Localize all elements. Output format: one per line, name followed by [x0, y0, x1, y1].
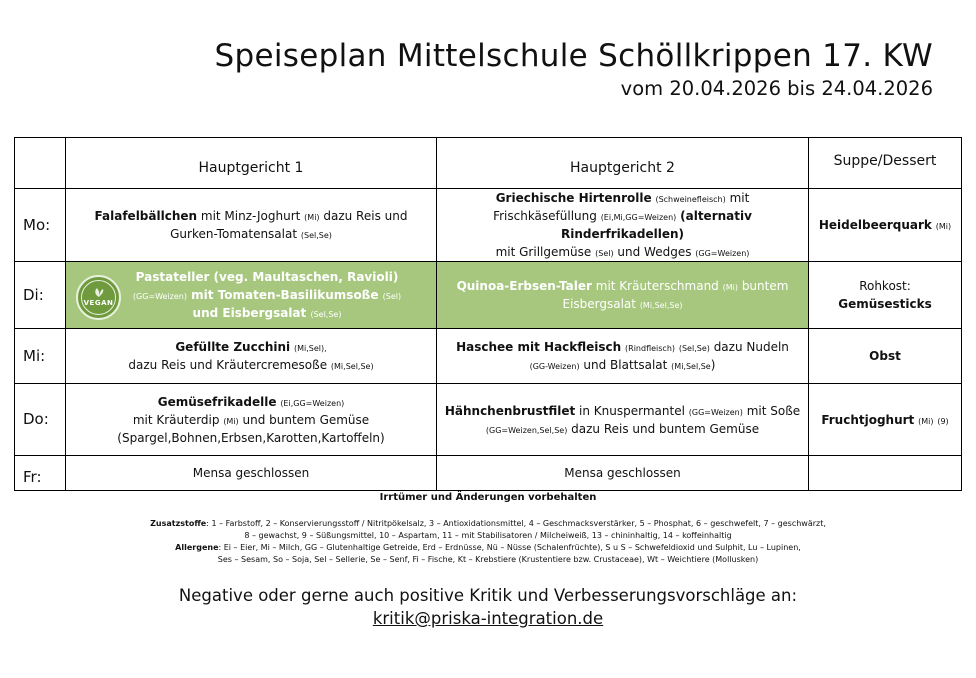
- hauptgericht-1-cell: [66, 329, 437, 384]
- allergen-note: (Mi,Sel,Se): [330, 362, 374, 371]
- dish-text: Rohkost:: [859, 279, 911, 293]
- allergen-note: (GG-Weizen): [529, 362, 580, 371]
- dish-text: Gurken-Tomatensalat: [170, 227, 301, 241]
- allergen-note: (Sel,Se): [678, 344, 710, 353]
- dish-text: in Knuspermantel: [575, 403, 689, 418]
- dish-name: Griechische Hirtenrolle: [495, 191, 652, 205]
- dish-name: und Eisbergsalat: [192, 306, 311, 320]
- dish-name: Quinoa-Erbsen-Taler: [456, 279, 592, 293]
- dish-name: mit Tomaten-Basilikumsoße: [187, 288, 383, 302]
- vegan-badge-label: VEGAN: [83, 298, 114, 307]
- hauptgericht-1-cell: [66, 456, 437, 491]
- dish-text: dazu Reis und Kräutercremesoße: [128, 358, 331, 372]
- dish-text: mit Kräuterdip: [132, 412, 224, 427]
- dish-text: dazu Reis und: [319, 209, 408, 223]
- dish-name: Hähnchenbrustfilet: [444, 403, 576, 418]
- day-label: Di:: [15, 262, 66, 329]
- dish-name: Fruchtjoghurt: [821, 412, 915, 427]
- allergen-note: (GG=Weizen): [695, 249, 750, 258]
- allergen-note: (Sel): [382, 292, 402, 301]
- dish-name: Haschee mit Hackfleisch: [456, 340, 622, 354]
- dish-name: Pastateller (veg. Maultaschen, Ravioli): [135, 270, 399, 284]
- suppe-dessert-cell: [809, 189, 962, 262]
- dish-text: mit Minz-Joghurt: [197, 209, 305, 223]
- suppe-dessert-cell: [809, 456, 962, 491]
- zusatzstoffe-text: : 1 – Farbstoff, 2 – Konservierungsstoff / Nitritpökelsalz, 3 – Antioxidationsmittel, 4 – Geschmacksverstärker, 5 – Phosphat, 6 – geschwefelt, 7 – geschwärzt,: [206, 519, 826, 528]
- menu-table: [14, 137, 962, 491]
- day-label: Do:: [15, 384, 66, 456]
- dish-text: mit Grillgemüse: [495, 245, 596, 259]
- allergen-note: (Schweinefleisch): [655, 195, 726, 204]
- allergen-note: (Mi): [722, 283, 738, 292]
- table-row: [15, 262, 962, 329]
- day-label: Mo:: [15, 189, 66, 262]
- hauptgericht-1-cell: [66, 189, 437, 262]
- dish-text: und buntem Gemüse: [238, 412, 370, 427]
- allergene-label: Allergene: [175, 543, 219, 552]
- table-header-row: [15, 138, 962, 189]
- dish-text: und Blattsalat: [579, 358, 672, 372]
- dish-text: buntem: [738, 279, 789, 293]
- allergen-note: (Mi,Sel),: [293, 344, 327, 353]
- hauptgericht-2-cell: [437, 456, 809, 491]
- allergen-note: (Ei,Mi,GG=Weizen): [600, 213, 677, 222]
- feedback-text: Negative oder gerne auch positive Kritik und Verbesserungsvorschläge an:: [178, 586, 798, 605]
- allergene-text-2: Ses – Sesam, So – Soja, Sel – Sellerie, Se – Senf, Fi – Fische, Kt – Krebstiere (Krustentiere bzw. Crustaceae), Wt – Weichtiere (Mollusken): [217, 555, 759, 564]
- dish-text: dazu Reis und buntem Gemüse: [567, 421, 760, 436]
- table-row: [15, 456, 962, 491]
- day-label: Mi:: [15, 329, 66, 384]
- allergen-note: (Sel,Se): [300, 231, 332, 240]
- dish-text: mit Kräuterschmand: [591, 279, 723, 293]
- dish-name: Falafelbällchen: [94, 209, 198, 223]
- hauptgericht-2-cell: [437, 189, 809, 262]
- header-corner-cell: [15, 138, 66, 189]
- suppe-dessert-cell: [809, 384, 962, 456]
- feedback-block: [0, 584, 976, 630]
- hauptgericht-1-cell: [66, 384, 437, 456]
- zusatzstoffe-text-2: 8 – gewachst, 9 – Süßungsmittel, 10 – Aspartam, 11 – mit Stabilisatoren / Milcheiweiß, 13 – chininhaltig, 14 – koffeinhaltig: [244, 531, 732, 540]
- allergen-note: (Mi): [304, 213, 320, 222]
- suppe-dessert-cell: [809, 329, 962, 384]
- legend-block: [0, 518, 976, 566]
- dish-text: [70, 268, 432, 322]
- allergen-note: (Mi,Sel,Se: [671, 362, 711, 371]
- dish-text: und Wedges: [613, 245, 696, 259]
- allergen-note: (GG=Weizen,Sel,Se): [485, 425, 568, 435]
- table-row: [15, 384, 962, 456]
- hauptgericht-2-cell: [437, 384, 809, 456]
- dish-text: Mensa geschlossen: [564, 466, 681, 480]
- table-row: [15, 189, 962, 262]
- zusatzstoffe-label: Zusatzstoffe: [150, 519, 207, 528]
- dish-text: Frischkäsefüllung: [493, 209, 601, 223]
- dish-name: Gemüsesticks: [838, 297, 932, 311]
- dish-name: Gemüsefrikadelle: [157, 394, 277, 409]
- allergen-note: (Mi): [935, 222, 952, 231]
- hauptgericht-1-cell: [66, 262, 437, 329]
- allergen-note: (Mi): [223, 416, 239, 426]
- allergen-note: (Rindfleisch): [625, 344, 676, 353]
- allergen-note: (GG=Weizen): [132, 292, 187, 301]
- allergen-note: (Mi): [918, 416, 934, 426]
- dish-text: (Spargel,Bohnen,Erbsen,Karotten,Kartoffeln): [117, 430, 385, 445]
- dish-name: Heidelbeerquark: [818, 218, 932, 232]
- table-row: [15, 329, 962, 384]
- page-title: Speiseplan Mittelschule Schöllkrippen 17. KW: [214, 38, 933, 74]
- dish-name: Obst: [869, 349, 901, 363]
- vegan-leaf-badge-icon: [76, 275, 121, 320]
- leaf-icon: [93, 287, 105, 298]
- hauptgericht-2-cell: [437, 329, 809, 384]
- feedback-email-link[interactable]: kritik@priska-integration.de: [372, 609, 604, 628]
- disclaimer: Irrtümer und Änderungen vorbehalten: [379, 492, 597, 503]
- dish-text: Mensa geschlossen: [192, 466, 310, 480]
- allergen-note: (9): [937, 416, 949, 426]
- column-header-hauptgericht-2: Hauptgericht 2: [437, 138, 809, 189]
- dish-name: Gefüllte Zucchini: [175, 340, 291, 354]
- allergene-text: : Ei – Eier, Mi – Milch, GG – Glutenhaltige Getreide, Erd – Erdnüsse, Nü – Nüsse (Schalenfrüchte), S u S – Schwefeldioxid und Sulphit, Lu – Lupinen,: [218, 543, 801, 552]
- dish-text: Eisbergsalat: [562, 297, 640, 311]
- day-label: Fr:: [15, 456, 66, 491]
- allergen-note: (Mi,Sel,Se): [639, 301, 683, 310]
- date-range: vom 20.04.2026 bis 24.04.2026: [620, 77, 933, 100]
- allergen-note: (GG=Weizen): [688, 407, 743, 417]
- column-header-suppe-dessert: Suppe/Dessert: [809, 138, 962, 189]
- dish-name: (alternativ Rinderfrikadellen): [561, 209, 752, 241]
- dish-text: mit Soße: [742, 403, 801, 418]
- hauptgericht-2-cell: [437, 262, 809, 329]
- dish-text: dazu Nudeln: [709, 340, 789, 354]
- allergen-note: (Ei,GG=Weizen): [280, 398, 345, 408]
- allergen-note: (Sel,Se): [310, 310, 342, 319]
- suppe-dessert-cell: [809, 262, 962, 329]
- column-header-hauptgericht-1: Hauptgericht 1: [66, 138, 437, 189]
- dish-text: ): [710, 358, 716, 372]
- dish-text: mit: [725, 191, 750, 205]
- allergen-note: (Sel): [595, 249, 614, 258]
